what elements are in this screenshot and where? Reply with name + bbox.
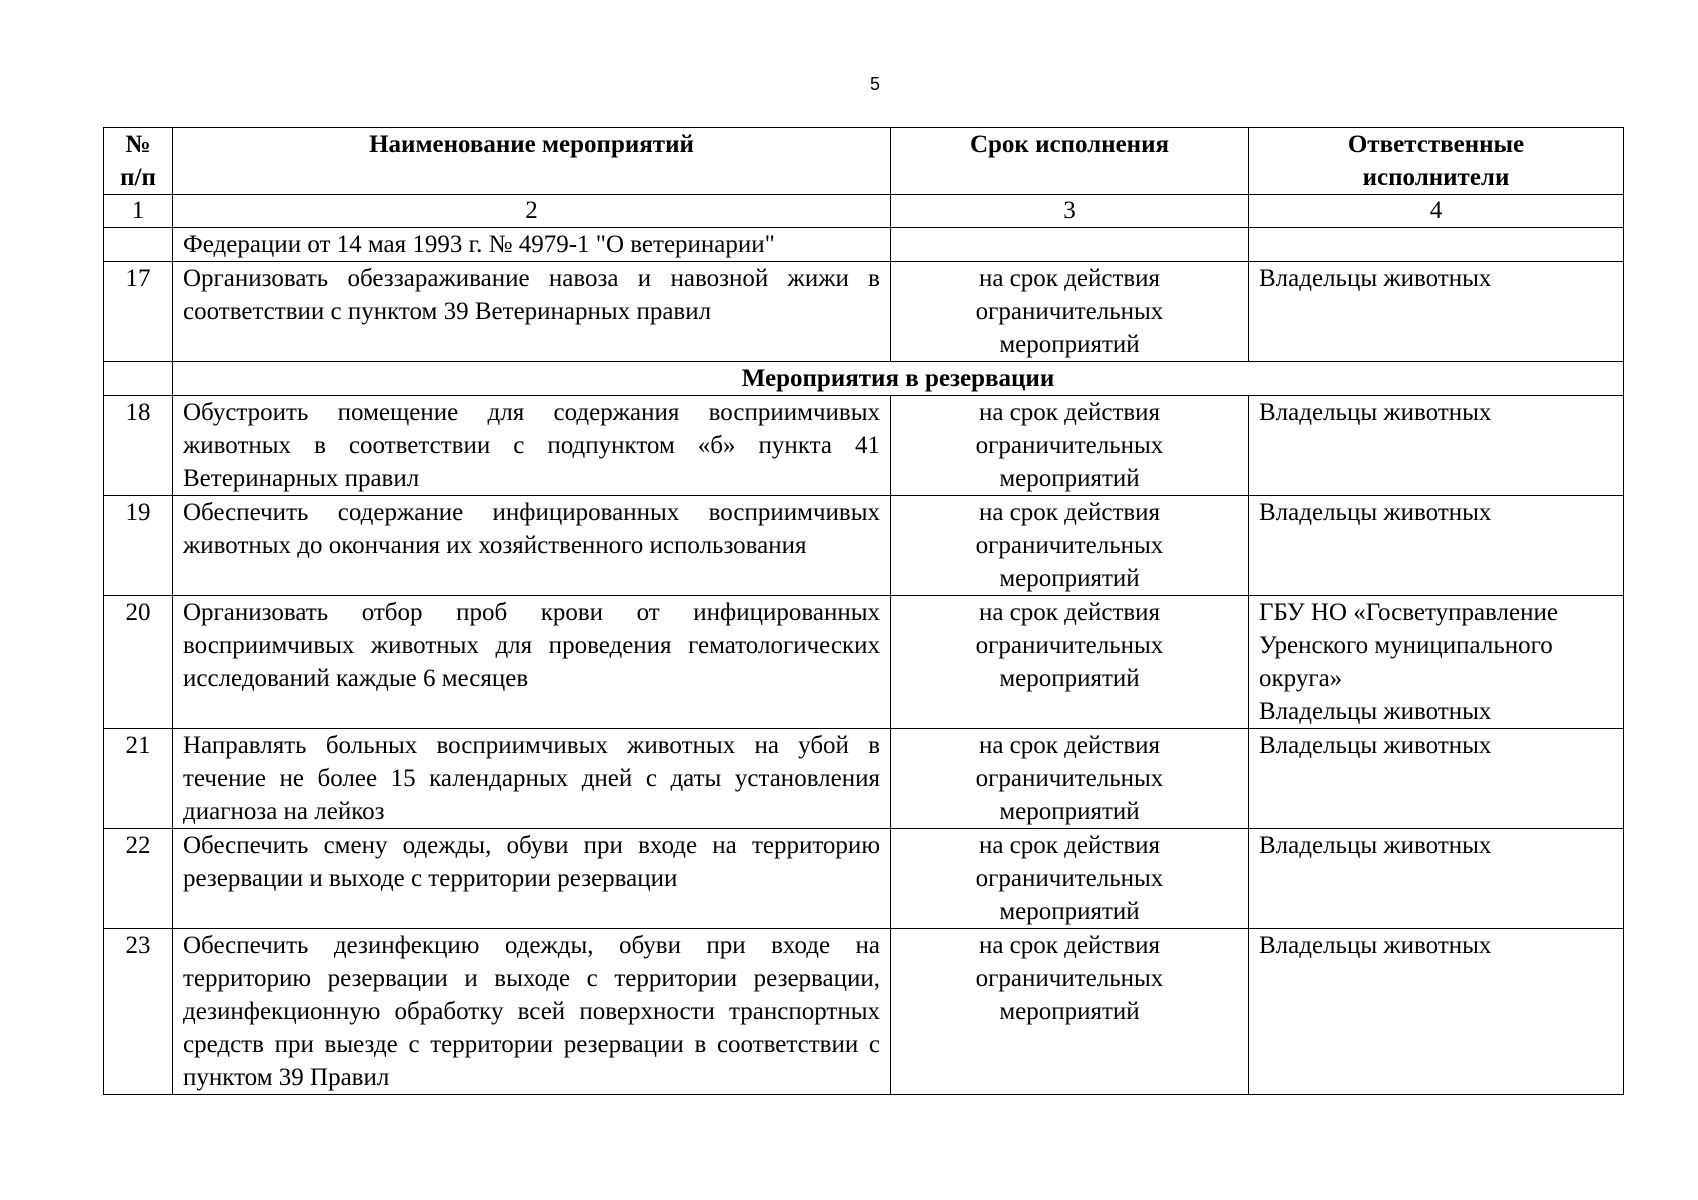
measures-table	[103, 127, 1624, 1095]
column-index: 2	[173, 195, 891, 228]
column-index: 3	[891, 195, 1249, 228]
table-row	[104, 228, 1624, 262]
measure-name: Обеспечить смену одежды, обуви при входе на территорию резервации и выходе с территории резервации	[173, 829, 891, 929]
row-number: 20	[104, 596, 173, 729]
row-number: 17	[104, 262, 173, 362]
measure-responsible: ГБУ НО «Госветуправление Уренского муниципального округа» Владельцы животных	[1249, 596, 1624, 729]
header-number: № п/п	[104, 128, 173, 195]
measure-term: на срок действия ограничительных мероприятий	[891, 829, 1249, 929]
measure-name: Федерации от 14 мая 1993 г. № 4979-1 "О ветеринарии"	[173, 228, 891, 262]
measure-name: Обеспечить дезинфекцию одежды, обуви при входе на территорию резервации и выходе с территории резервации, дезинфекционную обработку всей поверхности транспортных средств при выезде с территории резервации в соответствии с пунктом 39 Правил	[173, 929, 891, 1095]
section-number-cell	[104, 362, 173, 396]
page-number: 5	[869, 74, 880, 94]
header-name: Наименование мероприятий	[173, 128, 891, 195]
measure-responsible: Владельцы животных	[1249, 729, 1624, 829]
measure-term: на срок действия ограничительных мероприятий	[891, 596, 1249, 729]
measure-responsible: Владельцы животных	[1249, 396, 1624, 496]
table-row	[104, 929, 1624, 1095]
measure-name: Обустроить помещение для содержания восприимчивых животных в соответствии с подпунктом «б» пункта 41 Ветеринарных правил	[173, 396, 891, 496]
measure-responsible: Владельцы животных	[1249, 496, 1624, 596]
measure-term: на срок действия ограничительных мероприятий	[891, 929, 1249, 1095]
table-row	[104, 262, 1624, 362]
row-number	[104, 228, 173, 262]
row-number: 21	[104, 729, 173, 829]
measure-term: на срок действия ограничительных мероприятий	[891, 496, 1249, 596]
column-index: 1	[104, 195, 173, 228]
row-number: 18	[104, 396, 173, 496]
row-number: 23	[104, 929, 173, 1095]
measure-term: на срок действия ограничительных мероприятий	[891, 729, 1249, 829]
table-row	[104, 729, 1624, 829]
header-term: Срок исполнения	[891, 128, 1249, 195]
row-number: 22	[104, 829, 173, 929]
measure-name: Обеспечить содержание инфицированных восприимчивых животных до окончания их хозяйственного использования	[173, 496, 891, 596]
column-index: 4	[1249, 195, 1624, 228]
measure-term: на срок действия ограничительных мероприятий	[891, 262, 1249, 362]
measure-responsible: Владельцы животных	[1249, 262, 1624, 362]
measure-name: Организовать отбор проб крови от инфицированных восприимчивых животных для проведения гематологических исследований каждые 6 месяцев	[173, 596, 891, 729]
table-row	[104, 396, 1624, 496]
section-row	[104, 362, 1624, 396]
table-row	[104, 596, 1624, 729]
measure-name: Организовать обеззараживание навоза и навозной жижи в соответствии с пунктом 39 Ветеринарных правил	[173, 262, 891, 362]
measure-responsible: Владельцы животных	[1249, 829, 1624, 929]
measure-responsible: Владельцы животных	[1249, 929, 1624, 1095]
measure-term	[891, 228, 1249, 262]
column-index-row	[104, 195, 1624, 228]
table-row	[104, 829, 1624, 929]
header-responsible: Ответственные исполнители	[1249, 128, 1624, 195]
row-number: 19	[104, 496, 173, 596]
measure-responsible	[1249, 228, 1624, 262]
measure-term: на срок действия ограничительных мероприятий	[891, 396, 1249, 496]
section-title: Мероприятия в резервации	[173, 362, 1624, 396]
table-row	[104, 496, 1624, 596]
table-header-row	[104, 128, 1624, 195]
measure-name: Направлять больных восприимчивых животных на убой в течение не более 15 календарных дней с даты установления диагноза на лейкоз	[173, 729, 891, 829]
